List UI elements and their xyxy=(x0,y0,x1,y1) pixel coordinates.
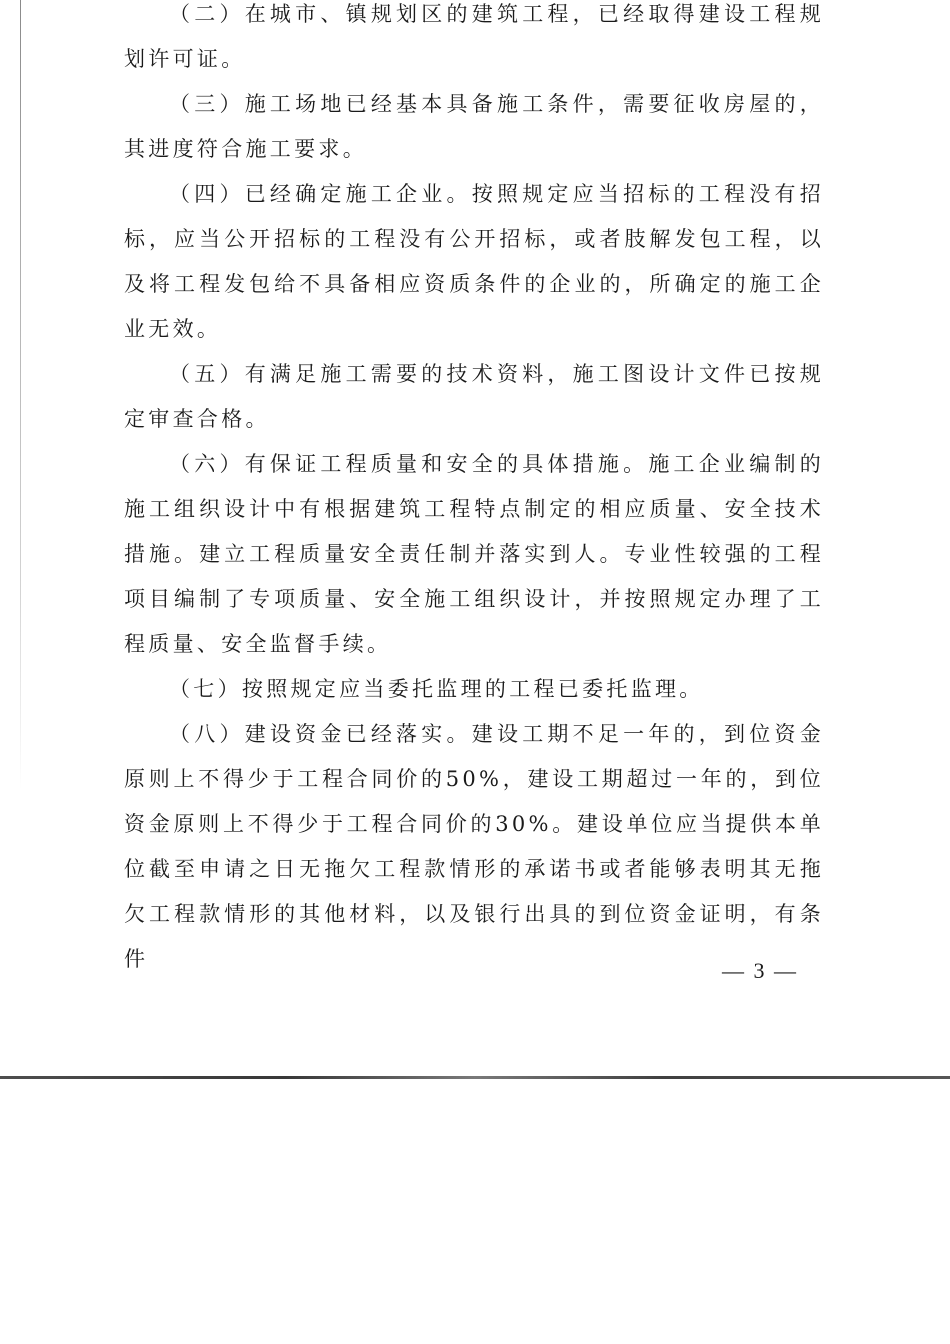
paragraph-text: 已经确定施工企业。按照规定应当招标的工程没有招标，应当公开招标的工程没有公开招标，或者肢解发包工程，以及将工程发包给不具备相应资质条件的企业的，所确定的施工企业无效。 xyxy=(124,182,824,341)
item-label: （八） xyxy=(169,722,245,746)
item-label: （三） xyxy=(169,92,245,116)
paragraph-text: 施工场地已经基本具备施工条件，需要征收房屋的，其进度符合施工要求。 xyxy=(124,92,824,161)
paragraph-item-5 xyxy=(124,352,824,442)
paragraph-item-6 xyxy=(124,442,824,667)
paragraph-text: 按照规定应当委托监理的工程已委托监理。 xyxy=(241,677,704,701)
item-label: （六） xyxy=(169,452,245,476)
paragraph-item-3 xyxy=(124,82,824,172)
item-label: （七） xyxy=(169,677,242,701)
document-body xyxy=(124,0,824,982)
paragraph-item-8 xyxy=(124,712,824,982)
item-label: （五） xyxy=(169,362,245,386)
paragraph-text: 有保证工程质量和安全的具体措施。施工企业编制的施工组织设计中有根据建筑工程特点制定的相应质量、安全技术措施。建立工程质量安全责任制并落实到人。专业性较强的工程项目编制了专项质量、安全施工组织设计，并按照规定办理了工程质量、安全监督手续。 xyxy=(124,452,824,656)
paragraph-text: 建设资金已经落实。建设工期不足一年的，到位资金原则上不得少于工程合同价的50%，建设工期超过一年的，到位资金原则上不得少于工程合同价的30%。建设单位应当提供本单位截至申请之日无拖欠工程款情形的承诺书或者能够表明其无拖欠工程款情形的其他材料，以及银行出具的到位资金证明，有条件 xyxy=(124,722,824,971)
scan-margin-line xyxy=(20,0,21,790)
paragraph-item-4 xyxy=(124,172,824,352)
item-label: （四） xyxy=(169,182,245,206)
paragraph-text: 在城市、镇规划区的建筑工程，已经取得建设工程规划许可证。 xyxy=(124,2,824,71)
scan-page-edge xyxy=(0,1076,950,1079)
item-label: （二） xyxy=(169,2,245,26)
paragraph-item-7 xyxy=(124,667,824,712)
paragraph-item-2 xyxy=(124,0,824,82)
page-number: — 3 — xyxy=(722,958,798,983)
paragraph-text: 有满足施工需要的技术资料，施工图设计文件已按规定审查合格。 xyxy=(124,362,824,431)
